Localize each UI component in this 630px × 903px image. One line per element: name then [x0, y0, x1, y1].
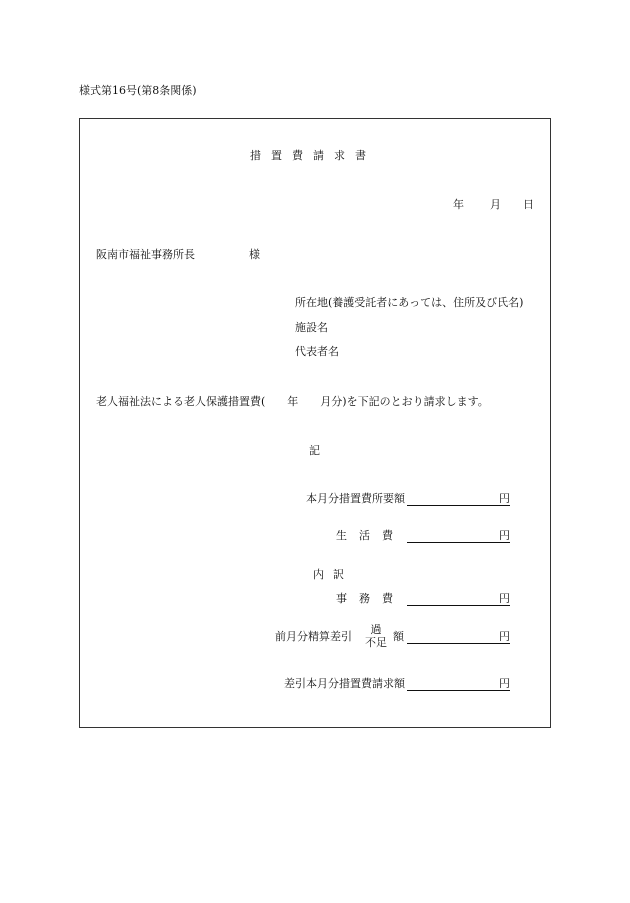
living-cost-label: 生活費 [336, 529, 405, 542]
total-amount-label: 本月分措置費所要額 [306, 492, 405, 505]
office-cost-label: 事務費 [336, 592, 405, 605]
yen-unit: 円 [499, 492, 510, 505]
document-title: 措置費請求書 [250, 149, 376, 162]
yen-unit: 円 [499, 592, 510, 605]
date-month: 月 [490, 198, 501, 211]
total-amount-field[interactable] [407, 492, 510, 506]
over-label: 過 [370, 623, 382, 636]
yen-unit: 円 [499, 630, 510, 643]
date-year: 年 [453, 198, 464, 211]
balance-request-field[interactable] [407, 677, 510, 691]
addressee-honorific: 様 [249, 248, 260, 261]
breakdown-label: 内訳 [313, 568, 353, 581]
yen-unit: 円 [499, 677, 510, 690]
balance-request-label: 差引本月分措置費請求額 [284, 677, 405, 690]
previous-month-adjustment-field[interactable] [407, 630, 510, 644]
office-cost-field[interactable] [407, 592, 510, 606]
applicant-location-label: 所在地(養護受託者にあっては、住所及び氏名) [295, 296, 524, 309]
ki-heading: 記 [309, 444, 320, 457]
applicant-representative-label: 代表者名 [295, 345, 339, 358]
over-short-stack [364, 624, 388, 649]
applicant-facility-label: 施設名 [295, 321, 328, 334]
addressee: 阪南市福祉事務所長 [96, 248, 195, 261]
short-label: 不足 [365, 635, 387, 649]
amount-suffix: 額 [393, 630, 404, 643]
living-cost-field[interactable] [407, 529, 510, 543]
date-day: 日 [523, 198, 534, 211]
form-number-label: 様式第16号(第8条関係) [79, 84, 197, 97]
yen-unit: 円 [499, 529, 510, 542]
request-statement: 老人福祉法による老人保護措置費( 年 月分)を下記のとおり請求します。 [96, 395, 489, 408]
previous-month-adjustment-label: 前月分精算差引 [275, 630, 352, 643]
